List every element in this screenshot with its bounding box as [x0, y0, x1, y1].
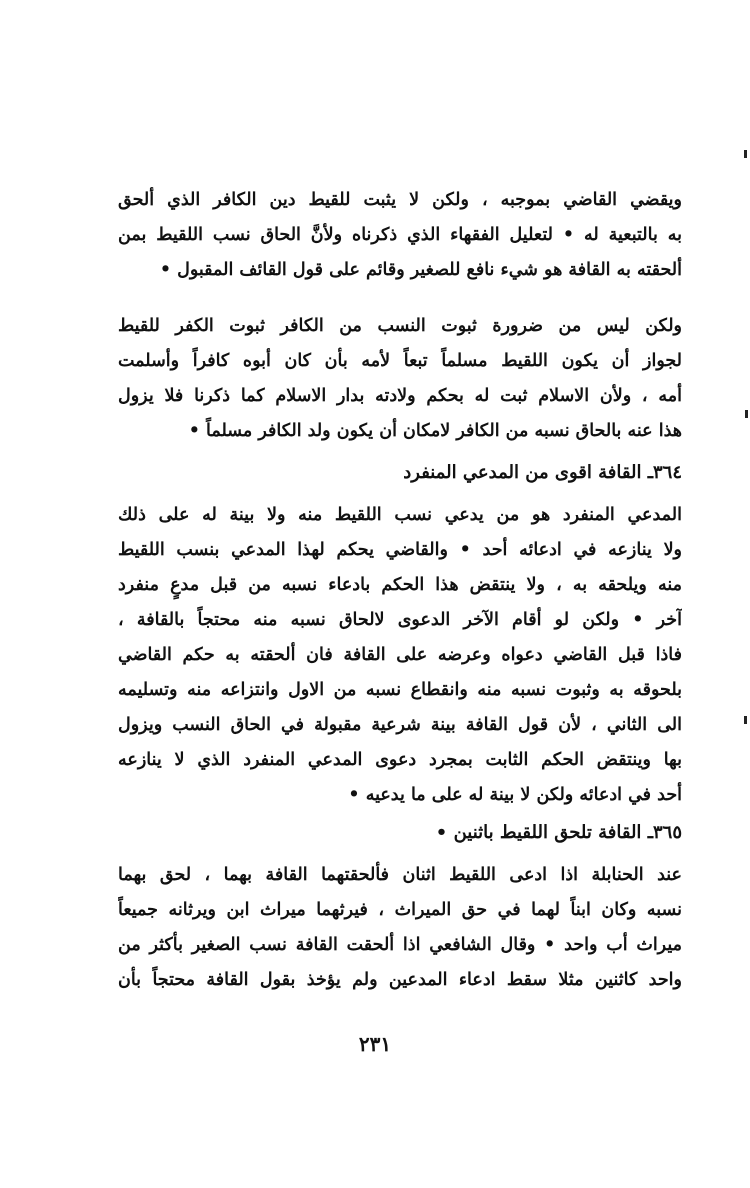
text-line: نسبه وكان ابناً لهما في حق الميراث ، فيرثهما ميراث ابن ويرثانه جميعاً	[118, 900, 682, 920]
text-line: هذا عنه بالحاق نسبه من الكافر لامكان أن يكون ولد الكافر مسلماً •	[188, 421, 682, 441]
text-line: الى الثاني ، لأن قول القافة بينة شرعية مقبولة في الحاق النسب ويزول	[118, 715, 682, 735]
text-line: ولا ينازعه في ادعائه أحد • والقاضي يحكم لهذا المدعي بنسب اللقيط	[118, 540, 682, 560]
text-line: آخر • ولكن لو أقام الآخر الدعوى لالحاق نسبه منه محتجاً بالقافة ،	[118, 610, 682, 630]
text-line: لجواز أن يكون اللقيط مسلماً تبعاً لأمه بأن كان أبوه كافراً وأسلمت	[118, 351, 682, 371]
text-line: واحد كاثنين مثلا سقط ادعاء المدعين ولم يؤخذ بقول القافة محتجاً بأن	[118, 970, 682, 990]
margin-mark	[745, 410, 748, 418]
text-line: ولكن ليس من ضرورة ثبوت النسب من الكافر ثبوت الكفر للقيط	[118, 316, 682, 336]
text-line: ويقضي القاضي بموجبه ، ولكن لا يثبت للقيط دين الكافر الذي ألحق	[118, 190, 682, 210]
text-line: به بالتبعية له • لتعليل الفقهاء الذي ذكرناه ولأنَّ الحاق نسب اللقيط بمن	[118, 225, 682, 245]
text-line: عند الحنابلة اذا ادعى اللقيط اثنان فألحقتهما القافة بهما ، لحق بهما	[118, 865, 682, 885]
text-line: المدعي المنفرد هو من يدعي نسب اللقيط منه ولا بينة له على ذلك	[118, 505, 682, 525]
page-number: ٢٣١	[358, 1032, 392, 1056]
section-heading-365: ٣٦٥ـ القافة تلحق اللقيط باثنين •	[435, 822, 682, 843]
section-heading-364: ٣٦٤ـ القافة اقوى من المدعي المنفرد	[403, 462, 682, 483]
text-line: ألحقته به القافة هو شيء نافع للصغير وقائم على قول القائف المقبول •	[159, 260, 682, 280]
text-line: فاذا قبل القاضي دعواه وعرضه على القافة فان ألحقته به حكم القاضي	[118, 645, 682, 665]
paragraph-4	[118, 858, 682, 998]
text-line: أمه ، ولأن الاسلام ثبت له بحكم ولادته بدار الاسلام كما ذكرنا فلا يزول	[118, 386, 682, 406]
paragraph-1	[118, 183, 682, 288]
margin-mark	[744, 716, 747, 724]
paragraph-2	[118, 309, 682, 449]
text-line: منه ويلحقه به ، ولا ينتقض هذا الحكم بادعاء نسبه من قبل مدعٍ منفرد	[118, 575, 682, 595]
text-line: بلحوقه به وثبوت نسبه منه وانقطاع نسبه من الاول وانتزاعه منه وتسليمه	[118, 680, 682, 700]
paragraph-3	[118, 498, 682, 813]
text-line: أحد في ادعائه ولكن لا بينة له على ما يدعيه •	[348, 785, 682, 805]
text-line: ميراث أب واحد • وقال الشافعي اذا ألحقت القافة نسب الصغير بأكثر من	[118, 935, 682, 955]
margin-mark	[744, 150, 747, 158]
text-line: بها وينتقض الحكم الثابت بمجرد دعوى المدعي المنفرد الذي لا ينازعه	[118, 750, 682, 770]
